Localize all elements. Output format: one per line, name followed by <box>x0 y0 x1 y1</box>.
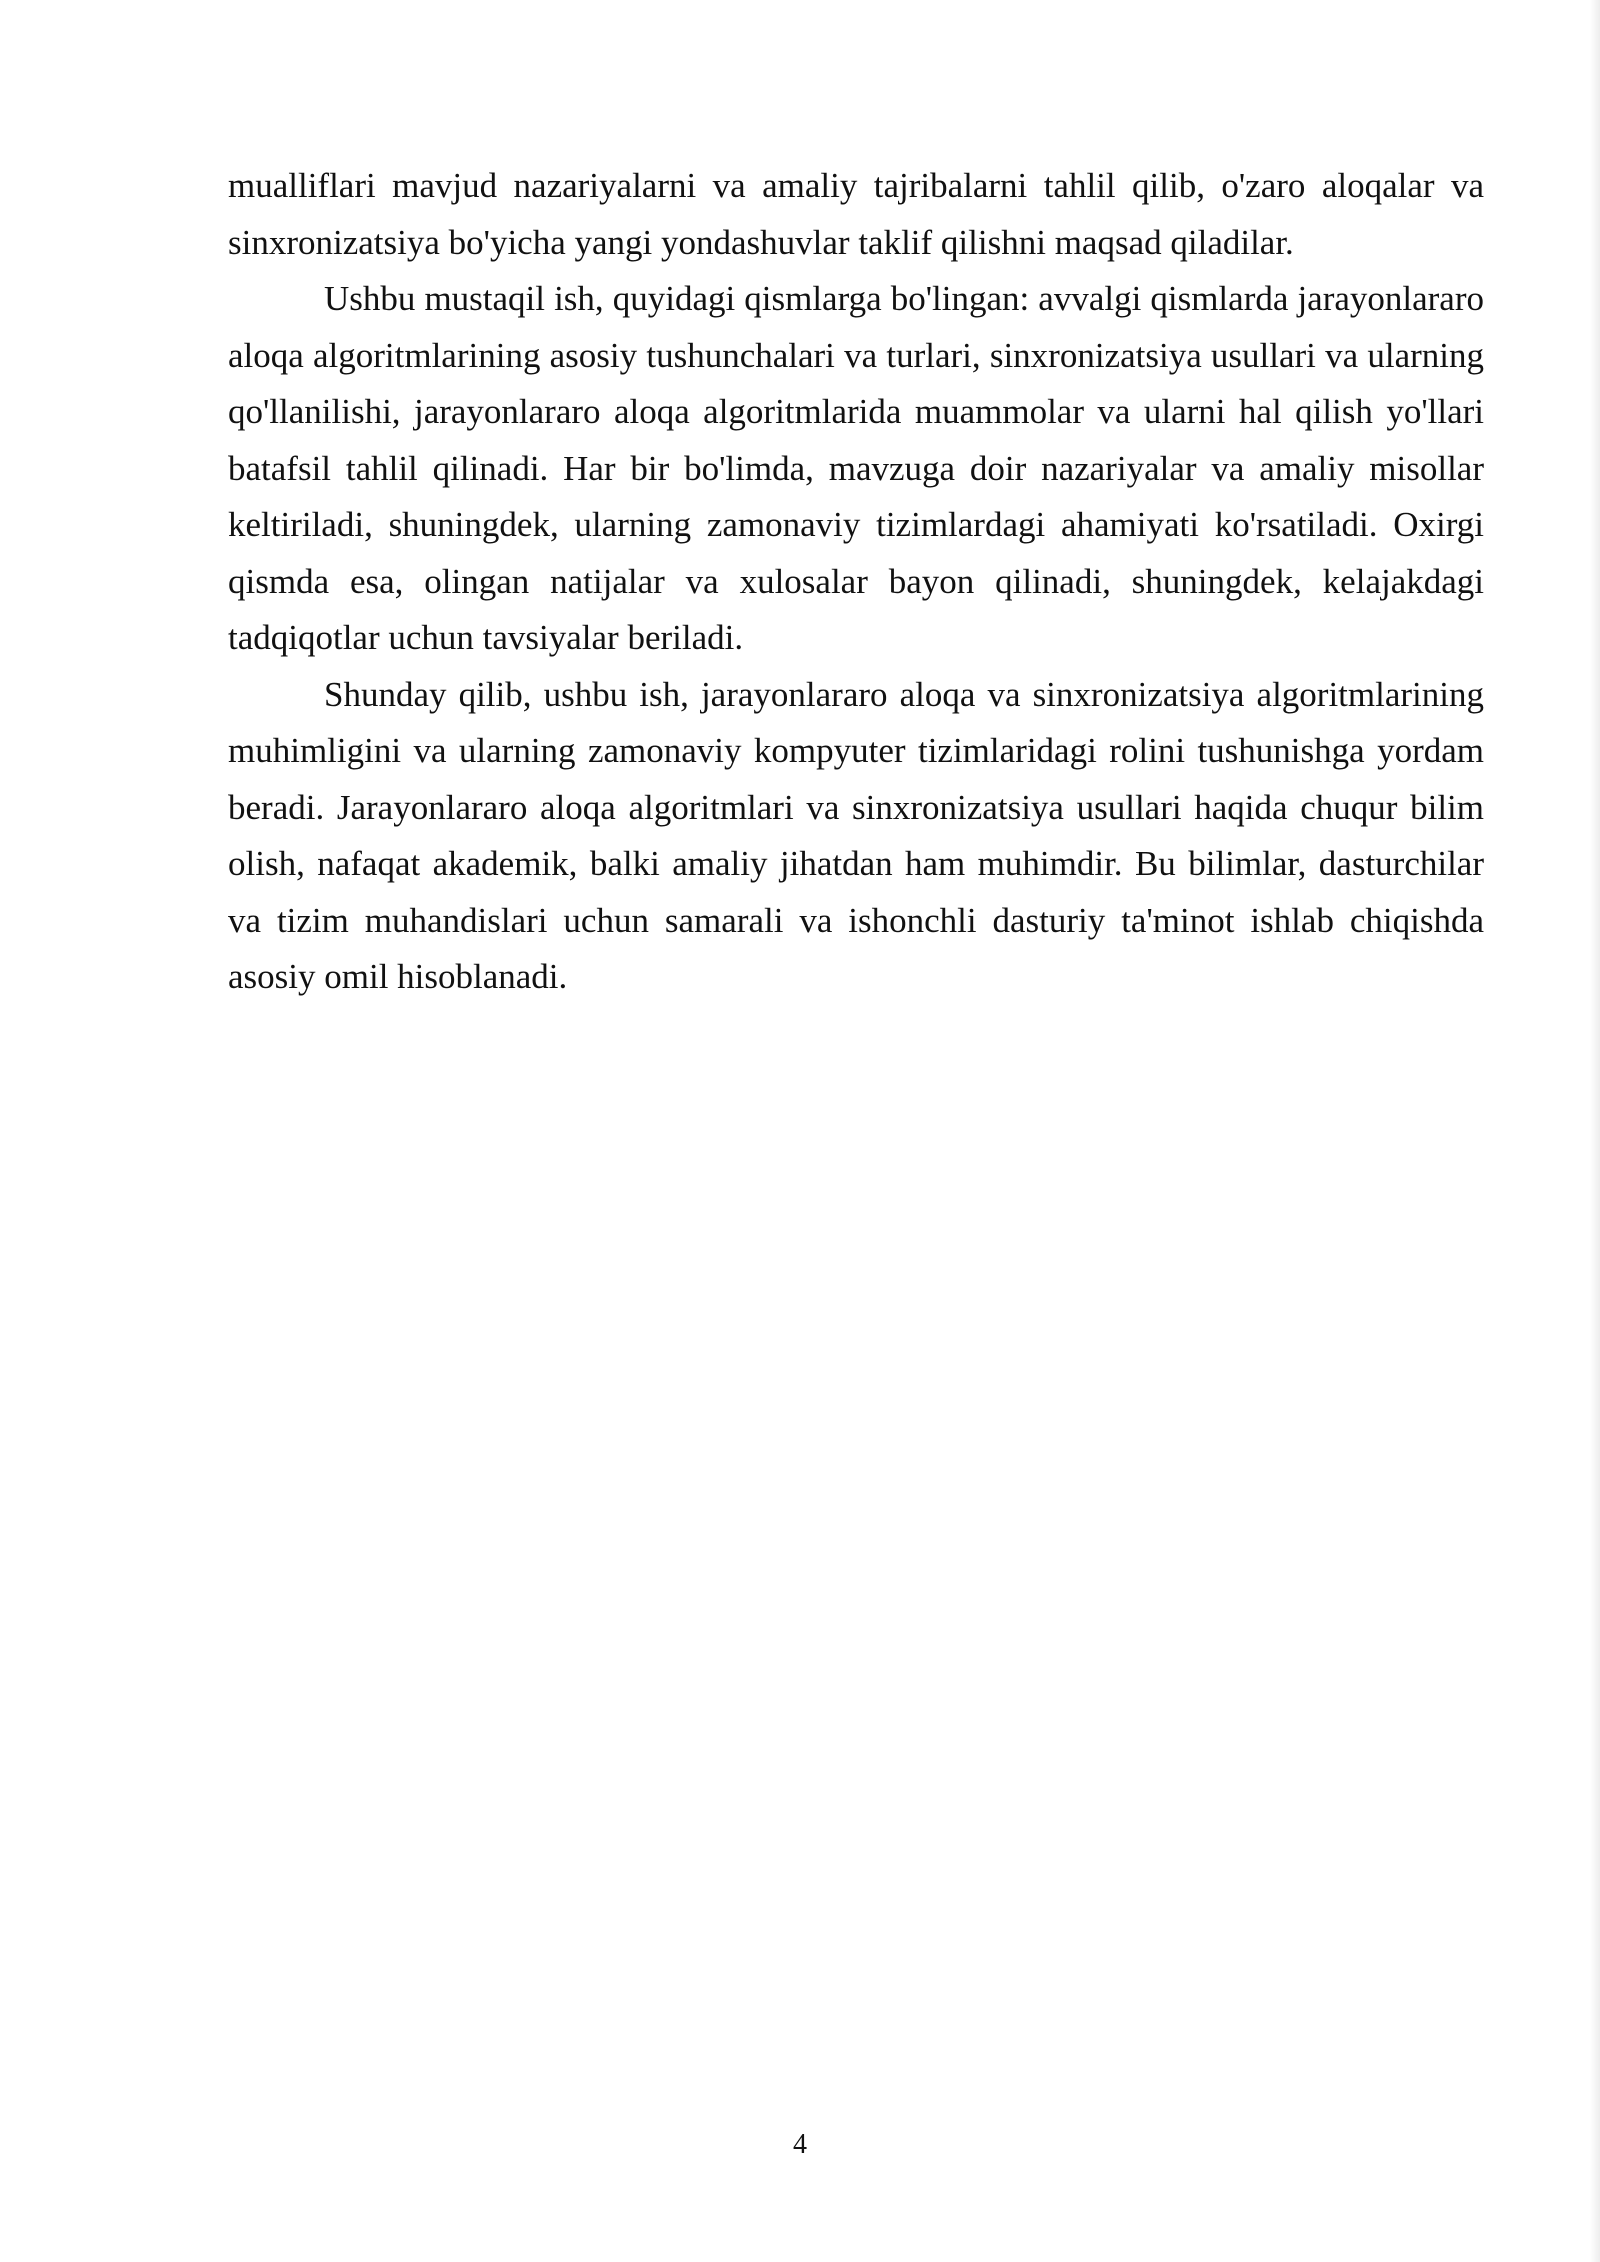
page-edge-shadow <box>1590 0 1600 2262</box>
paragraph-continuation: mualliflari mavjud nazariyalarni va amaliy tajribalarni tahlil qilib, o'zaro aloqalar va sinxronizatsiya bo'yicha yangi yondashuvlar taklif qilishni maqsad qiladilar. <box>228 166 1484 262</box>
page-number: 4 <box>793 2129 807 2160</box>
paragraph-structure: Ushbu mustaqil ish, quyidagi qismlarga bo'lingan: avvalgi qismlarda jarayonlararo aloqa algoritmlarining asosiy tushunchalari va turlari, sinxronizatsiya usullari va ularning qo'llanilishi, jarayonlararo aloqa algoritmlarida muammolar va ularni hal qilish yo'llari batafsil tahlil qilinadi. Har bir bo'limda, mavzuga doir nazariyalar va amaliy misollar keltiriladi, shuningdek, ularning zamonaviy tizimlardagi ahamiyati ko'rsatiladi. Oxirgi qismda esa, olingan natijalar va xulosalar bayon qilinadi, shuningdek, kelajakdagi tadqiqotlar uchun tavsiyalar beriladi. <box>228 279 1484 657</box>
body-text <box>228 158 1484 1006</box>
paragraph-conclusion: Shunday qilib, ushbu ish, jarayonlararo aloqa va sinxronizatsiya algoritmlarining muhimligini va ularning zamonaviy kompyuter tizimlaridagi rolini tushunishga yordam beradi. Jarayonlararo aloqa algoritmlari va sinxronizatsiya usullari haqida chuqur bilim olish, nafaqat akademik, balki amaliy jihatdan ham muhimdir. Bu bilimlar, dasturchilar va tizim muhandislari uchun samarali va ishonchli dasturiy ta'minot ishlab chiqishda asosiy omil hisoblanadi. <box>228 674 1484 996</box>
